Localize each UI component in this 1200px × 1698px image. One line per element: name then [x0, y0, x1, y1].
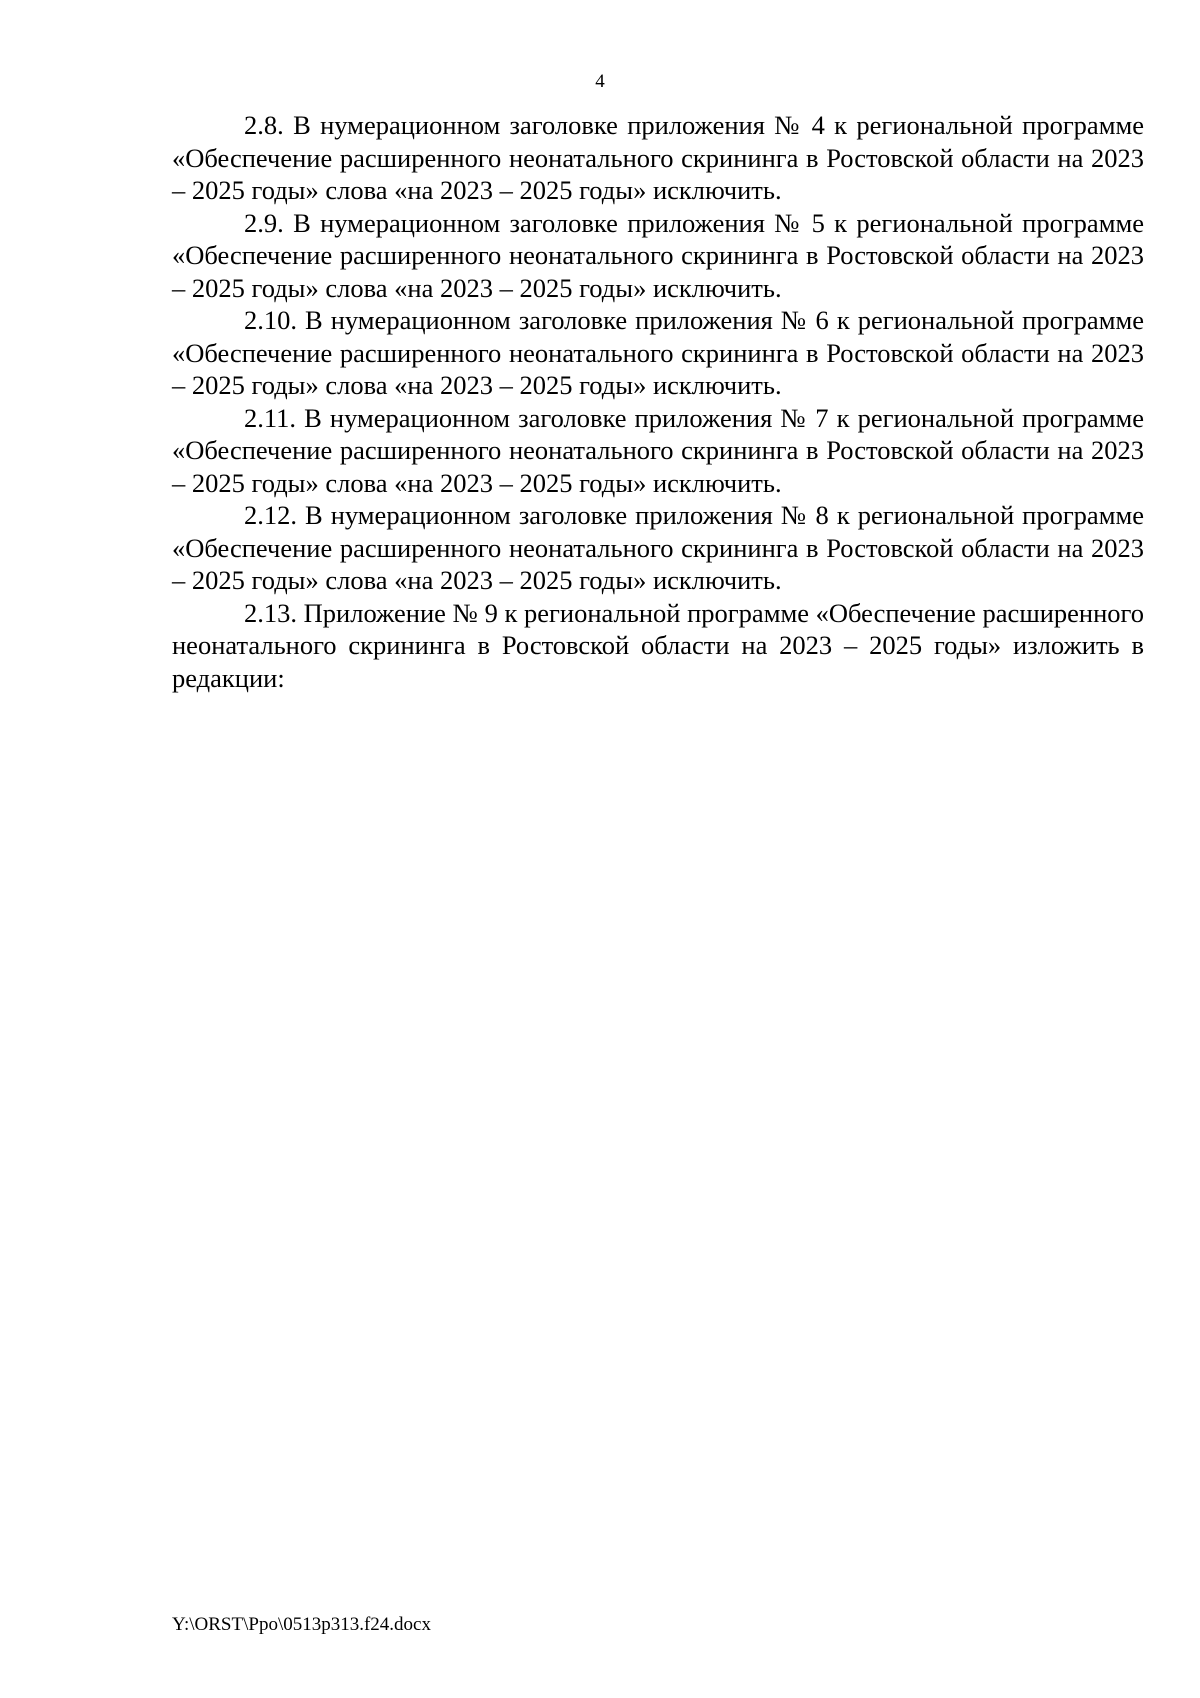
paragraph-2-8: 2.8. В нумерационном заголовке приложения № 4 к региональной программе «Обеспечение расширенного неонатального скрининга в Ростовской области на 2023 – 2025 годы» слова «на 2023 – 2025 годы» исключить.: [172, 110, 1144, 205]
footer-file-path: Y:\ORST\Ppo\0513p313.f24.docx: [172, 1614, 431, 1635]
paragraph-2-10: 2.10. В нумерационном заголовке приложения № 6 к региональной программе «Обеспечение расширенного неонатального скрининга в Ростовской области на 2023 – 2025 годы» слова «на 2023 – 2025 годы» исключить.: [172, 305, 1144, 400]
paragraph-2-12: 2.12. В нумерационном заголовке приложения № 8 к региональной программе «Обеспечение расширенного неонатального скрининга в Ростовской области на 2023 – 2025 годы» слова «на 2023 – 2025 годы» исключить.: [172, 500, 1144, 595]
page-number: 4: [595, 71, 605, 92]
paragraph-2-13: 2.13. Приложение № 9 к региональной программе «Обеспечение расширенного неонатального скрининга в Ростовской области на 2023 – 2025 годы» изложить в редакции:: [172, 597, 1144, 693]
paragraph-2-9: 2.9. В нумерационном заголовке приложения № 5 к региональной программе «Обеспечение расширенного неонатального скрининга в Ростовской области на 2023 – 2025 годы» слова «на 2023 – 2025 годы» исключить.: [172, 207, 1144, 303]
paragraph-2-11: 2.11. В нумерационном заголовке приложения № 7 к региональной программе «Обеспечение расширенного неонатального скрининга в Ростовской области на 2023 – 2025 годы» слова «на 2023 – 2025 годы» исключить.: [172, 402, 1144, 498]
document-body: [172, 109, 1144, 694]
